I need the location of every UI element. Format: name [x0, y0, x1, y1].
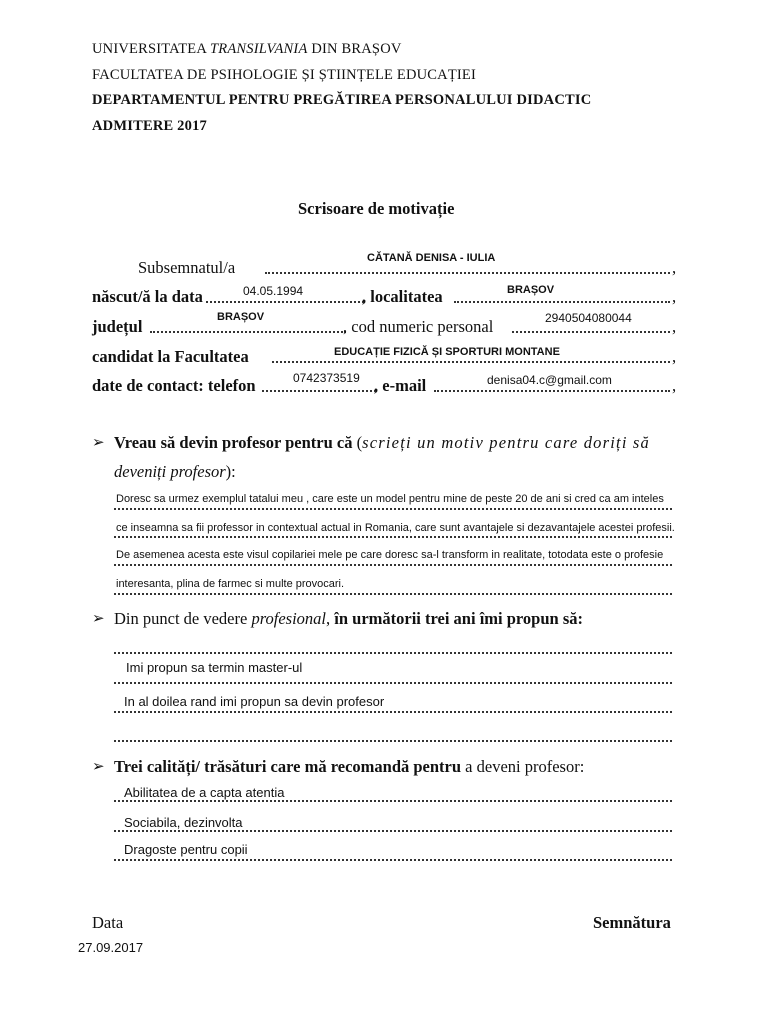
judetul-dotted-line — [150, 331, 346, 333]
judetul-value: BRAȘOV — [217, 311, 265, 323]
nascut-label: născut/ă la data — [92, 287, 203, 306]
motivation-line-3: De asemenea acesta este visul copilariei mele pe care doresc sa-l transform in realitate, totodata este o profesie — [116, 549, 664, 561]
birth-date-value: 04.05.1994 — [243, 284, 304, 298]
motivation-line-1: Doresc sa urmez exemplul tatalui meu , care este un model pentru mine de peste 20 de ani si cred ca am inteles — [116, 493, 664, 505]
comma: , — [672, 376, 677, 395]
bullet-arrow-icon: ➢ — [92, 435, 105, 451]
signing-date-value: 27.09.2017 — [78, 940, 144, 955]
answer-dotted-line — [114, 740, 672, 742]
answer-dotted-line — [114, 564, 672, 566]
cnp-value: 2940504080044 — [545, 311, 632, 325]
answer-dotted-line — [114, 508, 672, 510]
motivation-line-2: ce inseamna sa fii professor in contextual actual in Romania, care sunt avantajele si dezavantajele acestei profesii. — [116, 522, 675, 534]
comma: , — [672, 258, 677, 277]
cnp-dotted-line — [512, 331, 670, 333]
quality-2: Sociabila, dezinvolta — [124, 815, 243, 830]
comma: , — [672, 347, 677, 366]
localitatea-dotted-line — [454, 301, 670, 303]
phone-value: 0742373519 — [293, 371, 360, 385]
section1-prompt-line1: Vreau să devin profesor pentru că (scrieți un motiv pentru care doriți să — [114, 433, 651, 452]
candidat-label: candidat la Facultatea — [92, 347, 249, 366]
admission-year: ADMITERE 2017 — [92, 118, 207, 134]
goal-line-2: In al doilea rand imi propun sa devin profesor — [124, 694, 385, 709]
faculty-value: EDUCAȚIE FIZICĂ ȘI SPORTURI MONTANE — [334, 346, 560, 358]
section1-prompt-line2: deveniți profesor): — [114, 462, 236, 481]
answer-dotted-line — [114, 536, 672, 538]
answer-dotted-line — [114, 711, 672, 713]
localitatea-value: BRAȘOV — [507, 284, 555, 296]
answer-dotted-line — [114, 800, 672, 802]
semnatura-label: Semnătura — [593, 913, 671, 932]
quality-1: Abilitatea de a capta atentia — [124, 785, 285, 800]
comma: , — [672, 287, 677, 306]
cnp-label: , cod numeric personal — [343, 317, 494, 336]
university-name: UNIVERSITATEA TRANSILVANIA DIN BRAȘOV — [92, 41, 402, 57]
answer-dotted-line — [114, 682, 672, 684]
department-name: DEPARTAMENTUL PENTRU PREGĂTIREA PERSONALULUI DIDACTIC — [92, 92, 592, 108]
answer-dotted-line — [114, 652, 672, 654]
data-label: Data — [92, 913, 124, 932]
subsemnatul-label: Subsemnatul/a — [138, 258, 236, 277]
quality-3: Dragoste pentru copii — [124, 842, 248, 857]
email-label: , e-mail — [374, 376, 427, 395]
bullet-arrow-icon: ➢ — [92, 759, 105, 775]
phone-dotted-line — [262, 390, 376, 392]
localitatea-label: , localitatea — [362, 287, 443, 306]
section3-prompt: Trei calități/ trăsături care mă recomandă pentru a deveni profesor: — [114, 757, 585, 776]
goal-line-1: Imi propun sa termin master-ul — [126, 660, 303, 675]
email-value: denisa04.c@gmail.com — [487, 373, 612, 387]
section2-prompt: Din punct de vedere profesional, în următorii trei ani îmi propun să: — [114, 609, 584, 628]
email-dotted-line — [434, 390, 670, 392]
name-value: CĂTANĂ DENISA - IULIA — [367, 252, 496, 264]
bullet-arrow-icon: ➢ — [92, 611, 105, 627]
birth-date-dotted-line — [206, 301, 364, 303]
motivation-line-4: interesanta, plina de farmec si multe provocari. — [116, 578, 345, 590]
faculty-dotted-line — [272, 361, 670, 363]
contact-label: date de contact: telefon — [92, 376, 256, 395]
name-dotted-line — [265, 272, 670, 274]
faculty-name: FACULTATEA DE PSIHOLOGIE ȘI ȘTIINȚELE EDUCAȚIEI — [92, 67, 476, 83]
document-title: Scrisoare de motivație — [298, 199, 455, 218]
comma: , — [672, 317, 677, 336]
judetul-label: județul — [92, 317, 143, 336]
answer-dotted-line — [114, 830, 672, 832]
answer-dotted-line — [114, 859, 672, 861]
answer-dotted-line — [114, 593, 672, 595]
